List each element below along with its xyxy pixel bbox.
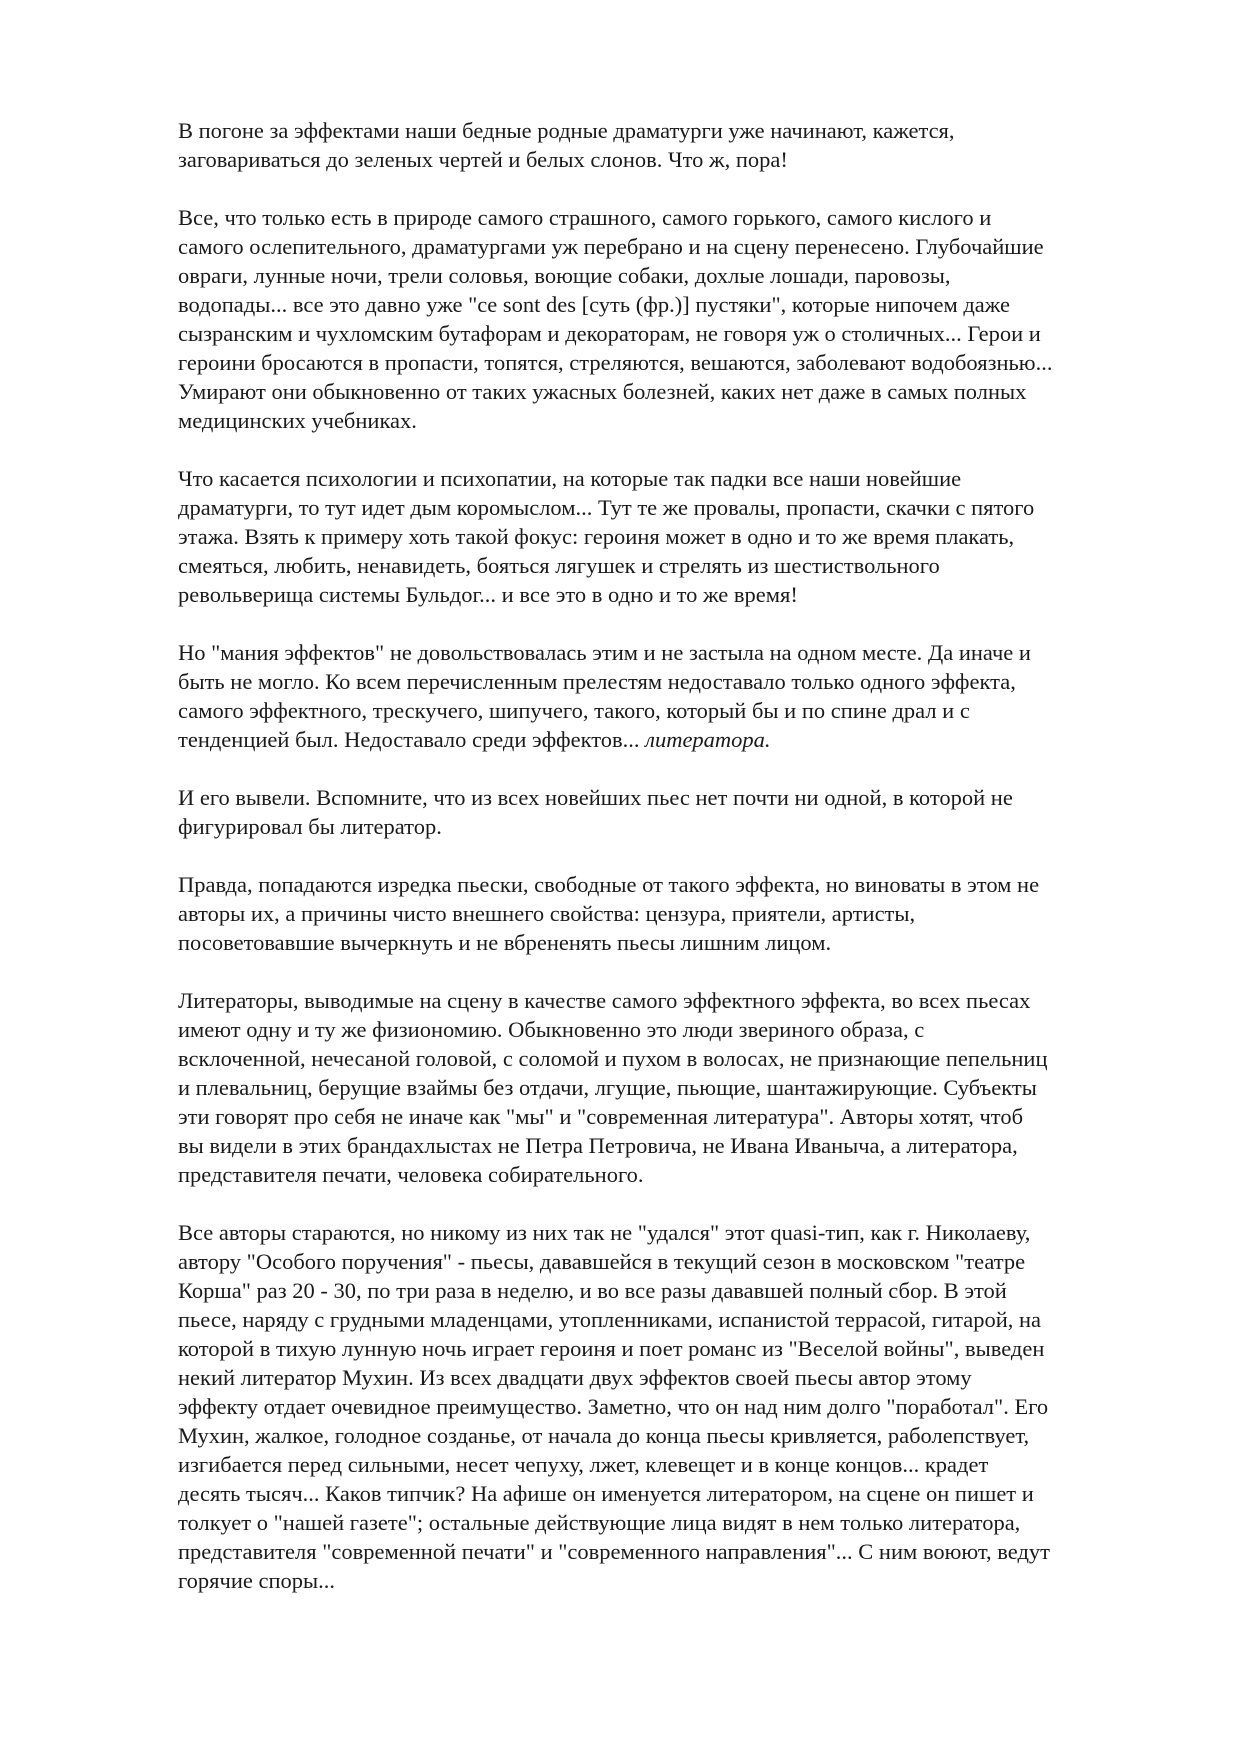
text-line: фигурировал бы литератор. bbox=[178, 814, 442, 839]
text-line: И его вывели. Вспомните, что из всех новейших пьес нет почти ни одной, в которой не bbox=[178, 785, 1013, 810]
text-line: драматурги, то тут идет дым коромыслом... Тут те же провалы, пропасти, скачки с пятого bbox=[178, 495, 1035, 520]
text-line: овраги, лунные ночи, трели соловья, воющие собаки, дохлые лошади, паровозы, bbox=[178, 263, 951, 288]
text-line: эффекту отдает очевидное преимущество. Заметно, что он над ним долго "поработал". Его bbox=[178, 1394, 1049, 1419]
paragraph-5 bbox=[178, 783, 1178, 841]
text-line: посоветовавшие вычеркнуть и не вбрененять пьесы лишним лицом. bbox=[178, 930, 832, 955]
text-line: всклоченной, нечесаной головой, с соломой и пухом в волосах, не признающие пепельниц bbox=[178, 1046, 1048, 1071]
text-line: некий литератор Мухин. Из всех двадцати двух эффектов своей пьесы автор этому bbox=[178, 1365, 972, 1390]
paragraph-7 bbox=[178, 986, 1178, 1189]
paragraph-6 bbox=[178, 870, 1178, 957]
text-line: сызранским и чухломским бутафорам и декораторам, не говоря уж о столичных... Герои и bbox=[178, 321, 1041, 346]
text-line: эти говорят про себя не иначе как "мы" и "современная литература". Авторы хотят, чтоб bbox=[178, 1104, 1024, 1129]
text-line: изгибается перед сильными, несет чепуху, лжет, клевещет и в конце концов... крадет bbox=[178, 1452, 989, 1477]
text-line: Все авторы стараются, но никому из них так не "удался" этот quasi-тип, как г. Николаеву, bbox=[178, 1220, 1031, 1245]
text-line: героини бросаются в пропасти, топятся, стреляются, вешаются, заболевают водобоязнью... bbox=[178, 350, 1053, 375]
paragraph-8 bbox=[178, 1218, 1178, 1595]
text-line: Но "мания эффектов" не довольствовалась этим и не застыла на одном месте. Да иначе и bbox=[178, 640, 1031, 665]
text-line: самого ослепительного, драматургами уж перебрано и на сцену перенесено. Глубочайшие bbox=[178, 234, 1044, 259]
text-line: заговариваться до зеленых чертей и белых слонов. Что ж, пора! bbox=[178, 147, 788, 172]
text-line: смеяться, любить, ненавидеть, бояться лягушек и стрелять из шестиствольного bbox=[178, 553, 940, 578]
text-line: горячие споры... bbox=[178, 1568, 336, 1593]
text-line: вы видели в этих брандахлыстах не Петра Петровича, не Ивана Иваныча, а литератора, bbox=[178, 1133, 1018, 1158]
text-line: водопады... все это давно уже "ce sont des [суть (фр.)] пустяки", которые нипочем даже bbox=[178, 292, 1011, 317]
text-line: имеют одну и ту же физиономию. Обыкновенно это люди звериного образа, с bbox=[178, 1017, 925, 1042]
text-line: пьесе, наряду с грудными младенцами, утопленниками, испанистой террасой, гитарой, на bbox=[178, 1307, 1042, 1332]
italic-word: литератора. bbox=[645, 727, 771, 752]
text-line: Правда, попадаются изредка пьески, свободные от такого эффекта, но виноваты в этом не bbox=[178, 872, 1040, 897]
text-line: самого эффектного, трескучего, шипучего, такого, который бы и по спине драл и с bbox=[178, 698, 970, 723]
text-line: Корша" раз 20 - 30, по три раза в неделю, и во все разы дававшей полный сбор. В этой bbox=[178, 1278, 1007, 1303]
text-line: Мухин, жалкое, голодное созданье, от начала до конца пьесы кривляется, раболепствует, bbox=[178, 1423, 1030, 1448]
text-line: автору "Особого поручения" - пьесы, дававшейся в текущий сезон в московском "театре bbox=[178, 1249, 1026, 1274]
text-line: десять тысяч... Каков типчик? На афише он именуется литератором, на сцене он пишет и bbox=[178, 1481, 1034, 1506]
paragraph-3 bbox=[178, 464, 1178, 609]
text-line: толкует о "нашей газете"; остальные действующие лица видят в нем только литератора, bbox=[178, 1510, 1021, 1535]
text-line: и плевальниц, берущие взаймы без отдачи, лгущие, пьющие, шантажирующие. Субъекты bbox=[178, 1075, 1037, 1100]
text-line: медицинских учебниках. bbox=[178, 408, 417, 433]
text-line: В погоне за эффектами наши бедные родные драматурги уже начинают, кажется, bbox=[178, 118, 955, 143]
text-line bbox=[178, 725, 1178, 754]
text-line: представителя "современной печати" и "современного направления"... С ним воюют, ведут bbox=[178, 1539, 1051, 1564]
text-line: Все, что только есть в природе самого страшного, самого горького, самого кислого и bbox=[178, 205, 992, 230]
text-line: представителя печати, человека собирательного. bbox=[178, 1162, 644, 1187]
text-line: Что касается психологии и психопатии, на которые так падки все наши новейшие bbox=[178, 466, 962, 491]
text-line: которой в тихую лунную ночь играет героиня и поет романс из "Веселой войны", выведен bbox=[178, 1336, 1045, 1361]
text-line: авторы их, а причины чисто внешнего свойства: цензура, приятели, артисты, bbox=[178, 901, 916, 926]
paragraph-1 bbox=[178, 116, 1178, 174]
document-body bbox=[178, 116, 1178, 1624]
text-line: быть не могло. Ко всем перечисленным прелестям недоставало только одного эффекта, bbox=[178, 669, 1016, 694]
paragraph-2 bbox=[178, 203, 1178, 435]
text-line: этажа. Взять к примеру хоть такой фокус: героиня может в одно и то же время плакать, bbox=[178, 524, 1015, 549]
text-line-plain: тенденцией был. Недоставало среди эффектов... bbox=[178, 727, 646, 752]
text-line: Умирают они обыкновенно от таких ужасных болезней, каких нет даже в самых полных bbox=[178, 379, 1027, 404]
text-line: револьверища системы Бульдог... и все это в одно и то же время! bbox=[178, 582, 798, 607]
paragraph-4 bbox=[178, 638, 1178, 754]
text-line: Литераторы, выводимые на сцену в качестве самого эффектного эффекта, во всех пьесах bbox=[178, 988, 1031, 1013]
